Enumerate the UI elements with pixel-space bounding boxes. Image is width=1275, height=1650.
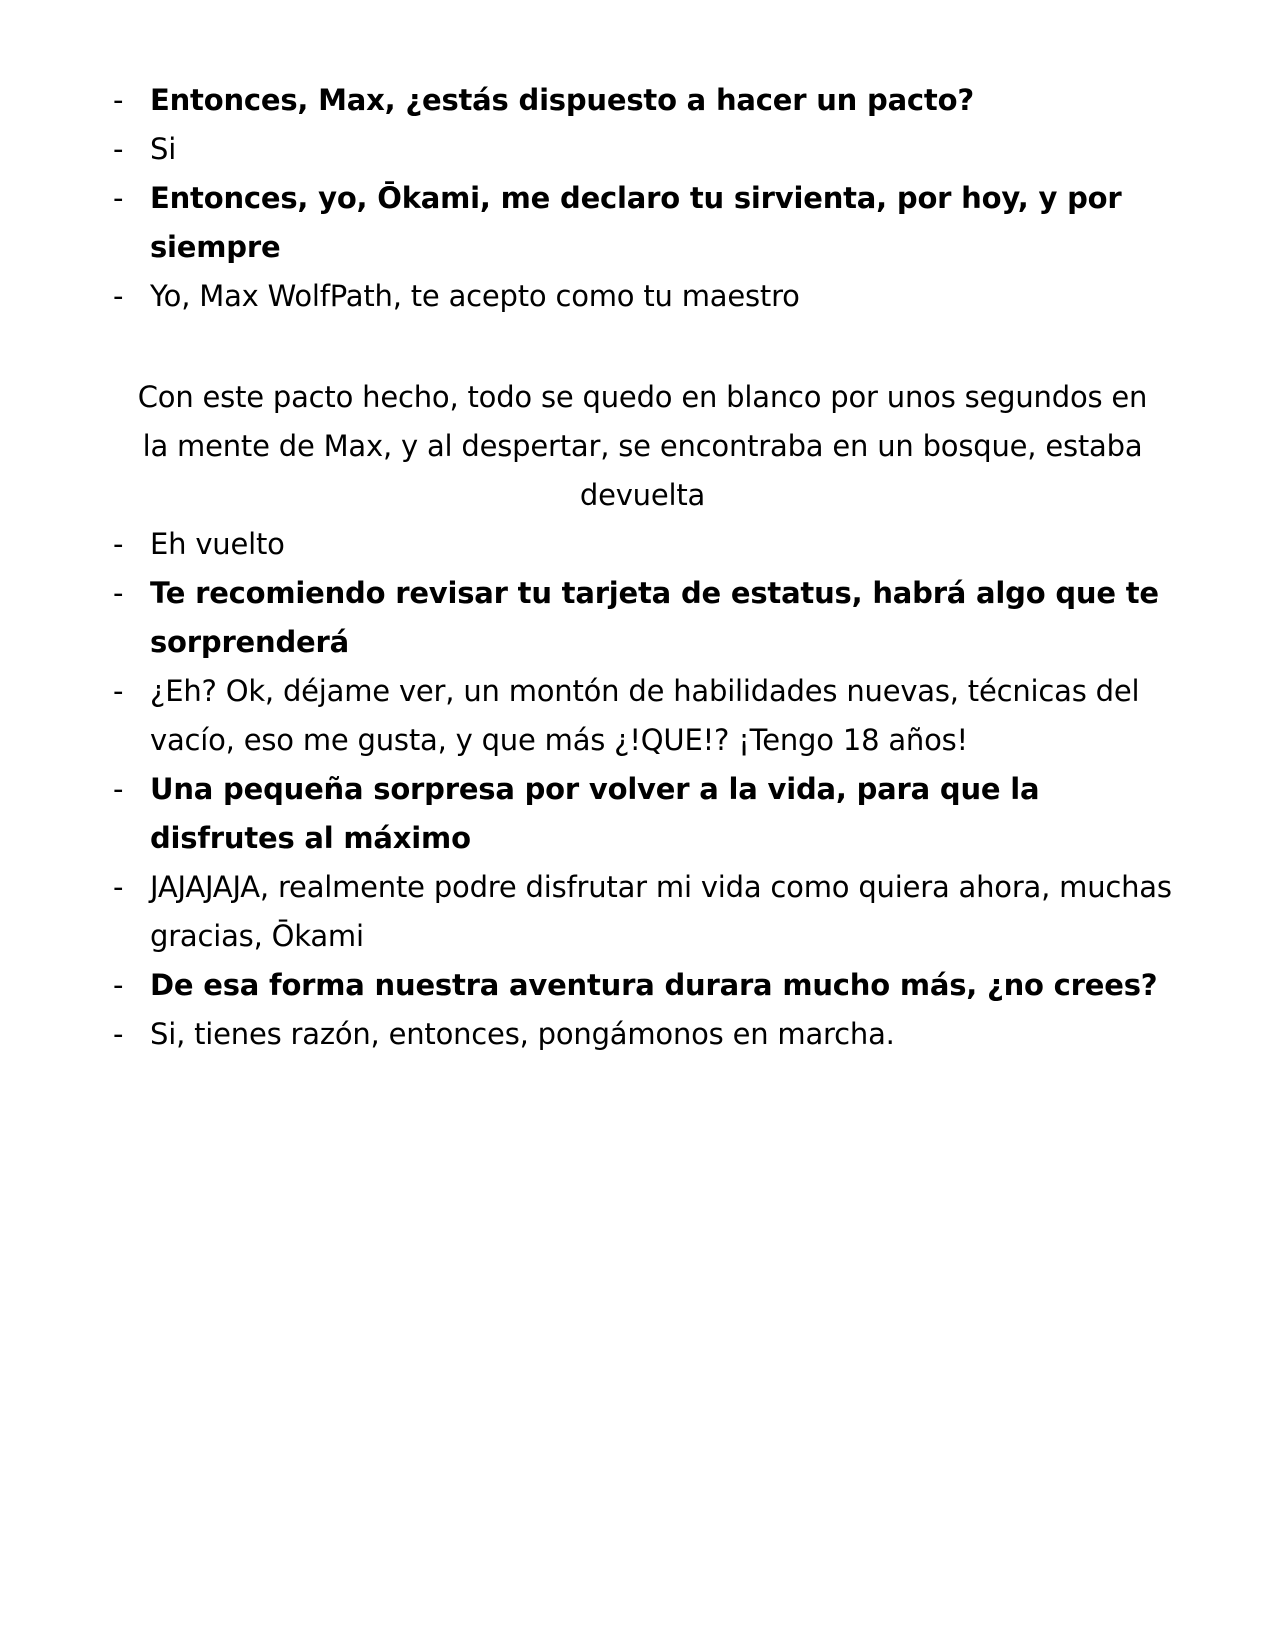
dialog-line — [0, 961, 1275, 1010]
paragraph-spacer — [0, 321, 1275, 347]
narration-paragraph: Con este pacto hecho, todo se quedo en blanco por unos segundos en la mente de Max, y al despertar, se encontraba en un bosque, estaba devuelta — [137, 380, 1148, 512]
dialog-line — [0, 520, 1275, 569]
dialog-text: Si, tienes razón, entonces, pongámonos en marcha. — [150, 1017, 895, 1051]
dialog-line — [0, 667, 1275, 765]
dialog-dash: - — [113, 83, 124, 117]
dialog-list-bottom — [0, 520, 1275, 1059]
dialog-dash: - — [113, 132, 124, 166]
dialog-dash: - — [113, 772, 124, 806]
dialog-text: Yo, Max WolfPath, te acepto como tu maestro — [150, 279, 800, 313]
dialog-line — [0, 272, 1275, 321]
dialog-text: Una pequeña sorpresa por volver a la vida, para que la disfrutes al máximo — [150, 772, 1040, 855]
dialog-list-top — [0, 76, 1275, 321]
dialog-dash: - — [113, 968, 124, 1002]
dialog-line — [0, 125, 1275, 174]
dialog-text: Si — [150, 132, 177, 166]
dialog-line — [0, 1010, 1275, 1059]
dialog-dash: - — [113, 279, 124, 313]
dialog-dash: - — [113, 870, 124, 904]
dialog-line — [0, 76, 1275, 125]
dialog-dash: - — [113, 1017, 124, 1051]
dialog-text: ¿Eh? Ok, déjame ver, un montón de habilidades nuevas, técnicas del vacío, eso me gusta, y que más ¿!QUE!? ¡Tengo 18 años! — [150, 674, 1140, 757]
dialog-text: Eh vuelto — [150, 527, 285, 561]
dialog-line — [0, 569, 1275, 667]
dialog-line — [0, 765, 1275, 863]
dialog-text: De esa forma nuestra aventura durara mucho más, ¿no crees? — [150, 968, 1158, 1002]
dialog-line — [0, 174, 1275, 272]
document-body — [0, 76, 1275, 1059]
dialog-line — [0, 863, 1275, 961]
dialog-dash: - — [113, 527, 124, 561]
dialog-text: JAJAJAJA, realmente podre disfrutar mi vida como quiera ahora, muchas gracias, Ōkami — [150, 870, 1172, 953]
dialog-text: Entonces, Max, ¿estás dispuesto a hacer un pacto? — [150, 83, 974, 117]
dialog-dash: - — [113, 576, 124, 610]
dialog-dash: - — [113, 181, 124, 215]
dialog-text: Te recomiendo revisar tu tarjeta de estatus, habrá algo que te sorprenderá — [150, 576, 1159, 659]
dialog-dash: - — [113, 674, 124, 708]
dialog-text: Entonces, yo, Ōkami, me declaro tu sirvienta, por hoy, y por siempre — [150, 181, 1122, 264]
